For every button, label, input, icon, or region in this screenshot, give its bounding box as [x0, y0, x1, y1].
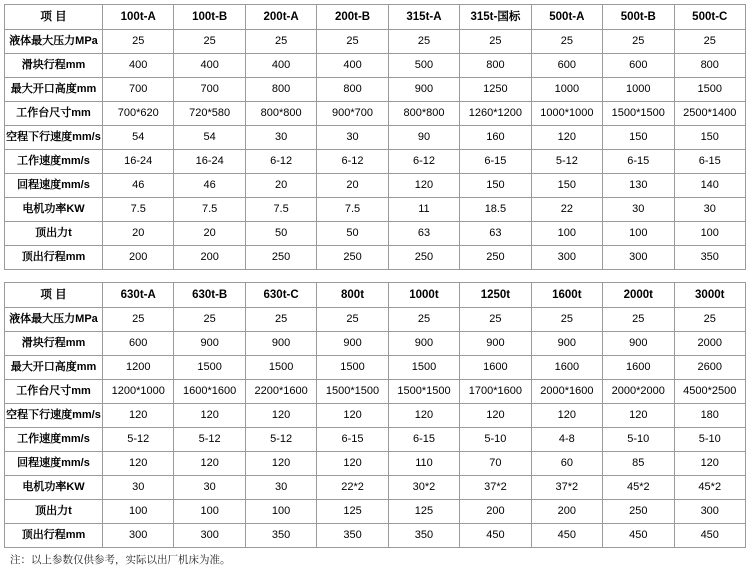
row-label: 空程下行速度mm/s	[5, 404, 103, 428]
table-cell: 1500*1500	[603, 102, 674, 126]
table-cell: 25	[317, 30, 388, 54]
row-label: 回程速度mm/s	[5, 174, 103, 198]
table-cell: 300	[603, 246, 674, 270]
table-cell: 37*2	[531, 476, 602, 500]
table-cell: 800	[317, 78, 388, 102]
table-cell: 400	[174, 54, 245, 78]
column-header: 2000t	[603, 283, 674, 308]
table-cell: 120	[603, 404, 674, 428]
table-cell: 120	[103, 404, 174, 428]
table-cell: 300	[674, 500, 746, 524]
table-cell: 63	[460, 222, 531, 246]
row-label: 电机功率KW	[5, 476, 103, 500]
table-cell: 5-10	[603, 428, 674, 452]
table-cell: 6-12	[317, 150, 388, 174]
table-cell: 700	[103, 78, 174, 102]
table-cell: 25	[460, 308, 531, 332]
table-cell: 2000*2000	[603, 380, 674, 404]
table-cell: 90	[388, 126, 459, 150]
table-cell: 250	[245, 246, 316, 270]
table-cell: 25	[674, 308, 746, 332]
column-header: 项 目	[5, 283, 103, 308]
table-cell: 1200*1000	[103, 380, 174, 404]
table-row	[5, 332, 746, 356]
table-cell: 500	[388, 54, 459, 78]
table-cell: 300	[531, 246, 602, 270]
table-cell: 120	[531, 404, 602, 428]
table-cell: 120	[388, 404, 459, 428]
table-cell: 30	[245, 476, 316, 500]
row-label: 工作速度mm/s	[5, 428, 103, 452]
row-label: 工作速度mm/s	[5, 150, 103, 174]
row-label: 液体最大压力MPa	[5, 30, 103, 54]
table-row	[5, 222, 746, 246]
spec-table-2-header	[5, 283, 746, 308]
table-row	[5, 428, 746, 452]
table-cell: 125	[388, 500, 459, 524]
table-cell: 7.5	[174, 198, 245, 222]
table-cell: 900	[388, 332, 459, 356]
table-cell: 900	[531, 332, 602, 356]
row-label: 顶出行程mm	[5, 246, 103, 270]
table-cell: 25	[460, 30, 531, 54]
table-cell: 100	[674, 222, 746, 246]
table-row	[5, 524, 746, 548]
row-label: 回程速度mm/s	[5, 452, 103, 476]
table-cell: 250	[460, 246, 531, 270]
table-row	[5, 30, 746, 54]
table-row	[5, 78, 746, 102]
table-cell: 1500*1500	[388, 380, 459, 404]
table-cell: 20	[245, 174, 316, 198]
row-label: 空程下行速度mm/s	[5, 126, 103, 150]
table-cell: 2200*1600	[245, 380, 316, 404]
table-cell: 700*620	[103, 102, 174, 126]
table-cell: 120	[317, 452, 388, 476]
table-cell: 900	[603, 332, 674, 356]
table-cell: 700	[174, 78, 245, 102]
table-cell: 4500*2500	[674, 380, 746, 404]
table-cell: 25	[245, 30, 316, 54]
column-header: 500t-B	[603, 5, 674, 30]
table-cell: 5-10	[674, 428, 746, 452]
table-cell: 25	[103, 30, 174, 54]
table-cell: 85	[603, 452, 674, 476]
table-cell: 7.5	[245, 198, 316, 222]
spec-table-1-header	[5, 5, 746, 30]
table-cell: 1500	[674, 78, 746, 102]
row-label: 电机功率KW	[5, 198, 103, 222]
table-cell: 800	[245, 78, 316, 102]
table-cell: 37*2	[460, 476, 531, 500]
table-cell: 6-12	[388, 150, 459, 174]
column-header: 500t-C	[674, 5, 746, 30]
table-cell: 2600	[674, 356, 746, 380]
table-cell: 6-12	[245, 150, 316, 174]
column-header: 630t-A	[103, 283, 174, 308]
table-cell: 120	[103, 452, 174, 476]
table-cell: 30	[103, 476, 174, 500]
table-cell: 25	[245, 308, 316, 332]
table-row	[5, 54, 746, 78]
table-cell: 1500*1500	[317, 380, 388, 404]
table-cell: 22*2	[317, 476, 388, 500]
table-cell: 720*580	[174, 102, 245, 126]
column-header: 630t-B	[174, 283, 245, 308]
table-cell: 200	[460, 500, 531, 524]
table-cell: 160	[460, 126, 531, 150]
table-cell: 45*2	[674, 476, 746, 500]
table-row	[5, 126, 746, 150]
column-header: 200t-B	[317, 5, 388, 30]
table-cell: 120	[245, 452, 316, 476]
table-cell: 20	[174, 222, 245, 246]
table-cell: 5-10	[460, 428, 531, 452]
column-header: 100t-A	[103, 5, 174, 30]
row-label: 顶出力t	[5, 222, 103, 246]
table-cell: 25	[174, 30, 245, 54]
table-cell: 1260*1200	[460, 102, 531, 126]
table-cell: 16-24	[174, 150, 245, 174]
column-header: 1000t	[388, 283, 459, 308]
column-header: 315t-国标	[460, 5, 531, 30]
table-row	[5, 102, 746, 126]
table-cell: 300	[103, 524, 174, 548]
table-row	[5, 476, 746, 500]
spec-table-2-body	[5, 308, 746, 548]
table-cell: 25	[674, 30, 746, 54]
table-cell: 350	[245, 524, 316, 548]
table-cell: 800	[460, 54, 531, 78]
table-cell: 6-15	[674, 150, 746, 174]
table-cell: 120	[317, 404, 388, 428]
table-cell: 16-24	[103, 150, 174, 174]
table-cell: 120	[245, 404, 316, 428]
table-cell: 1600	[603, 356, 674, 380]
table-cell: 70	[460, 452, 531, 476]
table-cell: 63	[388, 222, 459, 246]
table-cell: 250	[388, 246, 459, 270]
table-cell: 600	[603, 54, 674, 78]
table-cell: 54	[174, 126, 245, 150]
table-cell: 450	[674, 524, 746, 548]
table-cell: 25	[388, 30, 459, 54]
table-cell: 54	[103, 126, 174, 150]
row-label: 最大开口高度mm	[5, 356, 103, 380]
table-cell: 2500*1400	[674, 102, 746, 126]
table-cell: 130	[603, 174, 674, 198]
table-cell: 1500	[174, 356, 245, 380]
row-label: 滑块行程mm	[5, 332, 103, 356]
table-cell: 2000	[674, 332, 746, 356]
table-header-row	[5, 5, 746, 30]
table-cell: 800	[674, 54, 746, 78]
table-cell: 250	[603, 500, 674, 524]
table-cell: 25	[531, 30, 602, 54]
table-cell: 7.5	[317, 198, 388, 222]
table-cell: 5-12	[531, 150, 602, 174]
table-cell: 18.5	[460, 198, 531, 222]
table-cell: 45*2	[603, 476, 674, 500]
column-header: 1250t	[460, 283, 531, 308]
table-cell: 30	[317, 126, 388, 150]
table-cell: 120	[174, 452, 245, 476]
table-cell: 6-15	[317, 428, 388, 452]
table-cell: 25	[603, 30, 674, 54]
table-cell: 11	[388, 198, 459, 222]
row-label: 顶出力t	[5, 500, 103, 524]
table-cell: 5-12	[245, 428, 316, 452]
column-header: 630t-C	[245, 283, 316, 308]
table-cell: 900	[460, 332, 531, 356]
table-cell: 25	[603, 308, 674, 332]
table-cell: 4-8	[531, 428, 602, 452]
table-cell: 5-12	[103, 428, 174, 452]
table-row	[5, 198, 746, 222]
table-cell: 7.5	[103, 198, 174, 222]
table-cell: 120	[674, 452, 746, 476]
table-cell: 1600*1600	[174, 380, 245, 404]
table-cell: 400	[103, 54, 174, 78]
row-label: 工作台尺寸mm	[5, 102, 103, 126]
table-cell: 25	[317, 308, 388, 332]
column-header: 项 目	[5, 5, 103, 30]
table-cell: 1000*1000	[531, 102, 602, 126]
spec-table-1-body	[5, 30, 746, 270]
table-cell: 1000	[531, 78, 602, 102]
table-cell: 150	[603, 126, 674, 150]
table-cell: 60	[531, 452, 602, 476]
row-label: 最大开口高度mm	[5, 78, 103, 102]
table-cell: 350	[388, 524, 459, 548]
table-cell: 120	[388, 174, 459, 198]
spec-table-2	[4, 282, 746, 548]
table-cell: 900	[245, 332, 316, 356]
table-cell: 1200	[103, 356, 174, 380]
table-cell: 600	[103, 332, 174, 356]
table-cell: 900	[317, 332, 388, 356]
table-cell: 900	[388, 78, 459, 102]
table-cell: 50	[317, 222, 388, 246]
table-cell: 100	[245, 500, 316, 524]
table-cell: 100	[603, 222, 674, 246]
table-cell: 30	[245, 126, 316, 150]
table-cell: 250	[317, 246, 388, 270]
table-cell: 400	[245, 54, 316, 78]
table-cell: 450	[460, 524, 531, 548]
table-cell: 1700*1600	[460, 380, 531, 404]
table-cell: 1500	[245, 356, 316, 380]
table-cell: 30	[674, 198, 746, 222]
column-header: 315t-A	[388, 5, 459, 30]
table-cell: 900	[174, 332, 245, 356]
table-cell: 1600	[531, 356, 602, 380]
table-cell: 200	[531, 500, 602, 524]
table-cell: 1000	[603, 78, 674, 102]
table-cell: 125	[317, 500, 388, 524]
row-label: 工作台尺寸mm	[5, 380, 103, 404]
column-header: 800t	[317, 283, 388, 308]
table-cell: 150	[460, 174, 531, 198]
table-cell: 450	[603, 524, 674, 548]
table-cell: 20	[103, 222, 174, 246]
table-cell: 20	[317, 174, 388, 198]
table-cell: 25	[103, 308, 174, 332]
table-cell: 110	[388, 452, 459, 476]
table-cell: 140	[674, 174, 746, 198]
table-cell: 46	[174, 174, 245, 198]
table-cell: 100	[531, 222, 602, 246]
table-cell: 120	[531, 126, 602, 150]
table-cell: 200	[103, 246, 174, 270]
table-cell: 1600	[460, 356, 531, 380]
table-cell: 6-15	[460, 150, 531, 174]
table-cell: 30*2	[388, 476, 459, 500]
table-cell: 800*800	[388, 102, 459, 126]
table-cell: 120	[174, 404, 245, 428]
table-cell: 150	[674, 126, 746, 150]
table-cell: 100	[103, 500, 174, 524]
table-cell: 350	[317, 524, 388, 548]
table-cell: 46	[103, 174, 174, 198]
table-cell: 150	[531, 174, 602, 198]
row-label: 滑块行程mm	[5, 54, 103, 78]
table-cell: 400	[317, 54, 388, 78]
footnote: 注：以上参数仅供参考，实际以出厂机床为准。	[10, 554, 231, 566]
table-row	[5, 500, 746, 524]
table-row	[5, 356, 746, 380]
column-header: 100t-B	[174, 5, 245, 30]
table-cell: 25	[531, 308, 602, 332]
table-row	[5, 246, 746, 270]
table-cell: 800*800	[245, 102, 316, 126]
table-cell: 22	[531, 198, 602, 222]
table-row	[5, 308, 746, 332]
table-cell: 450	[531, 524, 602, 548]
table-cell: 200	[174, 246, 245, 270]
table-cell: 100	[174, 500, 245, 524]
table-row	[5, 174, 746, 198]
table-cell: 25	[388, 308, 459, 332]
table-cell: 5-12	[174, 428, 245, 452]
table-row	[5, 404, 746, 428]
table-cell: 1250	[460, 78, 531, 102]
table-cell: 6-15	[388, 428, 459, 452]
table-cell: 2000*1600	[531, 380, 602, 404]
table-row	[5, 452, 746, 476]
row-label: 顶出行程mm	[5, 524, 103, 548]
table-cell: 30	[174, 476, 245, 500]
table-cell: 300	[174, 524, 245, 548]
table-row	[5, 380, 746, 404]
table-row	[5, 150, 746, 174]
spec-table-1	[4, 4, 746, 270]
table-cell: 350	[674, 246, 746, 270]
table-cell: 50	[245, 222, 316, 246]
table-cell: 1500	[317, 356, 388, 380]
table-cell: 900*700	[317, 102, 388, 126]
table-cell: 30	[603, 198, 674, 222]
table-cell: 120	[460, 404, 531, 428]
row-label: 液体最大压力MPa	[5, 308, 103, 332]
column-header: 500t-A	[531, 5, 602, 30]
column-header: 3000t	[674, 283, 746, 308]
table-cell: 600	[531, 54, 602, 78]
column-header: 200t-A	[245, 5, 316, 30]
table-cell: 6-15	[603, 150, 674, 174]
table-cell: 180	[674, 404, 746, 428]
table-header-row	[5, 283, 746, 308]
table-cell: 1500	[388, 356, 459, 380]
column-header: 1600t	[531, 283, 602, 308]
table-cell: 25	[174, 308, 245, 332]
